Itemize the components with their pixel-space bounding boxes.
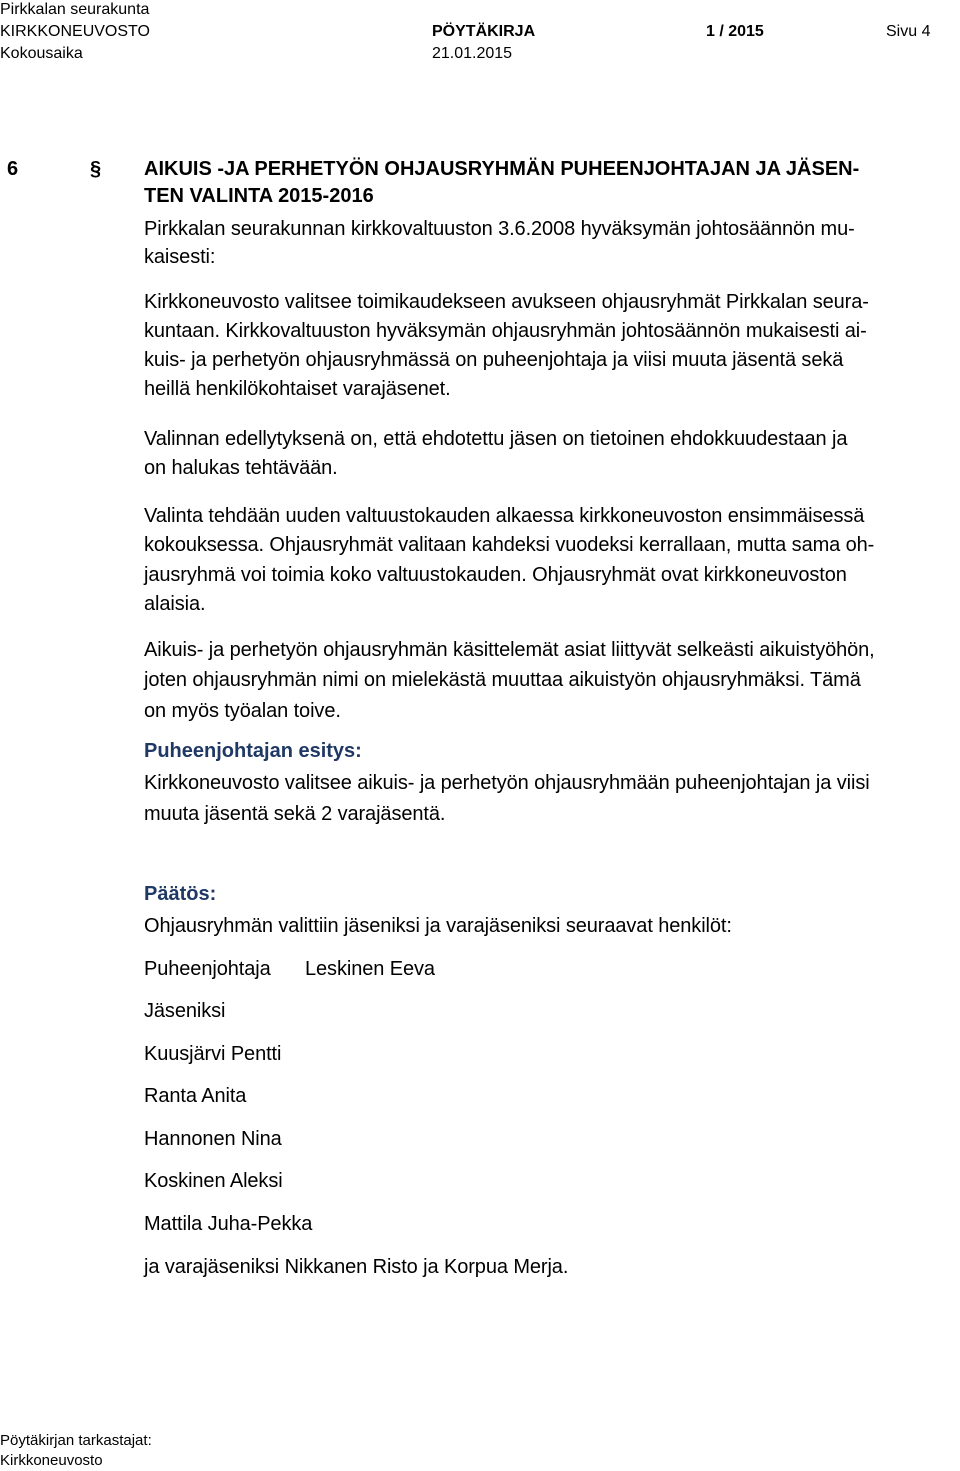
governing-body: KIRKKONEUVOSTO <box>0 23 150 40</box>
paragraph-4-line-2: joten ohjausryhmän nimi on mielekästä muuttaa aikuistyön ohjausryhmäksi. Tämä <box>144 669 861 691</box>
organization-name: Pirkkalan seurakunta <box>0 1 150 18</box>
signature-label: Kirkkoneuvosto <box>0 1452 103 1469</box>
decision-heading: Päätös: <box>144 883 217 905</box>
section-title-line-1: AIKUIS -JA PERHETYÖN OHJAUSRYHMÄN PUHEENJOHTAJAN JA JÄSEN- <box>144 158 860 180</box>
paragraph-1-line-1: Kirkkoneuvosto valitsee toimikaudekseen avukseen ohjausryhmät Pirkkalan seura- <box>144 291 869 313</box>
member-name: Koskinen Aleksi <box>144 1170 283 1192</box>
paragraph-2-line-2: on halukas tehtävään. <box>144 457 338 479</box>
members-label: Jäseniksi <box>144 1000 226 1022</box>
member-name: Ranta Anita <box>144 1085 247 1107</box>
document-number: 1 / 2015 <box>706 23 764 40</box>
paragraph-1-line-2: kuntaan. Kirkkovaltuuston hyväksymän ohjausryhmän johtosäännön mukaisesti ai- <box>144 320 867 342</box>
proposal-line-1: Kirkkoneuvosto valitsee aikuis- ja perhetyön ohjausryhmään puheenjohtajan ja viisi <box>144 772 870 794</box>
page-label: Sivu 4 <box>886 23 931 40</box>
paragraph-1-line-4: heillä henkilökohtaiset varajäsenet. <box>144 378 451 400</box>
decision-intro: Ohjausryhmän valittiin jäseniksi ja varajäseniksi seuraavat henkilöt: <box>144 915 732 937</box>
section-symbol: § <box>90 158 102 180</box>
paragraph-2-line-1: Valinnan edellytyksenä on, että ehdotettu jäsen on tietoinen ehdokkuudestaan ja <box>144 428 848 450</box>
paragraph-3-line-3: jausryhmä voi toimia koko valtuustokauden. Ohjausryhmät ovat kirkkoneuvoston <box>144 564 847 586</box>
paragraph-1-line-3: kuis- ja perhetyön ohjausryhmässä on puheenjohtaja ja viisi muuta jäsentä sekä <box>144 349 844 371</box>
chair-label: Puheenjohtaja <box>144 958 271 980</box>
member-name: Mattila Juha-Pekka <box>144 1213 313 1235</box>
document-type: PÖYTÄKIRJA <box>432 23 536 40</box>
paragraph-4-line-1: Aikuis- ja perhetyön ohjausryhmän käsittelemät asiat liittyvät selkeästi aikuistyöhön, <box>144 639 875 661</box>
paragraph-3-line-1: Valinta tehdään uuden valtuustokauden alkaessa kirkkoneuvoston ensimmäisessä <box>144 505 865 527</box>
proposal-heading: Puheenjohtajan esitys: <box>144 740 362 762</box>
paragraph-3-line-4: alaisia. <box>144 593 206 615</box>
section-number: 6 <box>7 158 19 180</box>
deputies-line: ja varajäseniksi Nikkanen Risto ja Korpua Merja. <box>144 1256 569 1278</box>
member-name: Hannonen Nina <box>144 1128 282 1150</box>
proposal-line-2: muuta jäsentä sekä 2 varajäsentä. <box>144 803 446 825</box>
member-name: Kuusjärvi Pentti <box>144 1043 282 1065</box>
section-title-line-2: TEN VALINTA 2015-2016 <box>144 185 374 207</box>
reviewers-label: Pöytäkirjan tarkastajat: <box>0 1432 152 1449</box>
intro-line-1: Pirkkalan seurakunnan kirkkovaltuuston 3.6.2008 hyväksymän johtosäännön mu- <box>144 218 855 240</box>
meeting-time-label: Kokousaika <box>0 45 83 62</box>
paragraph-3-line-2: kokouksessa. Ohjausryhmät valitaan kahdeksi vuodeksi kerrallaan, mutta sama oh- <box>144 534 875 556</box>
paragraph-4-line-3: on myös työalan toive. <box>144 700 341 722</box>
chair-name: Leskinen Eeva <box>305 958 435 980</box>
intro-line-2: kaisesti: <box>144 246 216 268</box>
meeting-date: 21.01.2015 <box>432 45 513 62</box>
